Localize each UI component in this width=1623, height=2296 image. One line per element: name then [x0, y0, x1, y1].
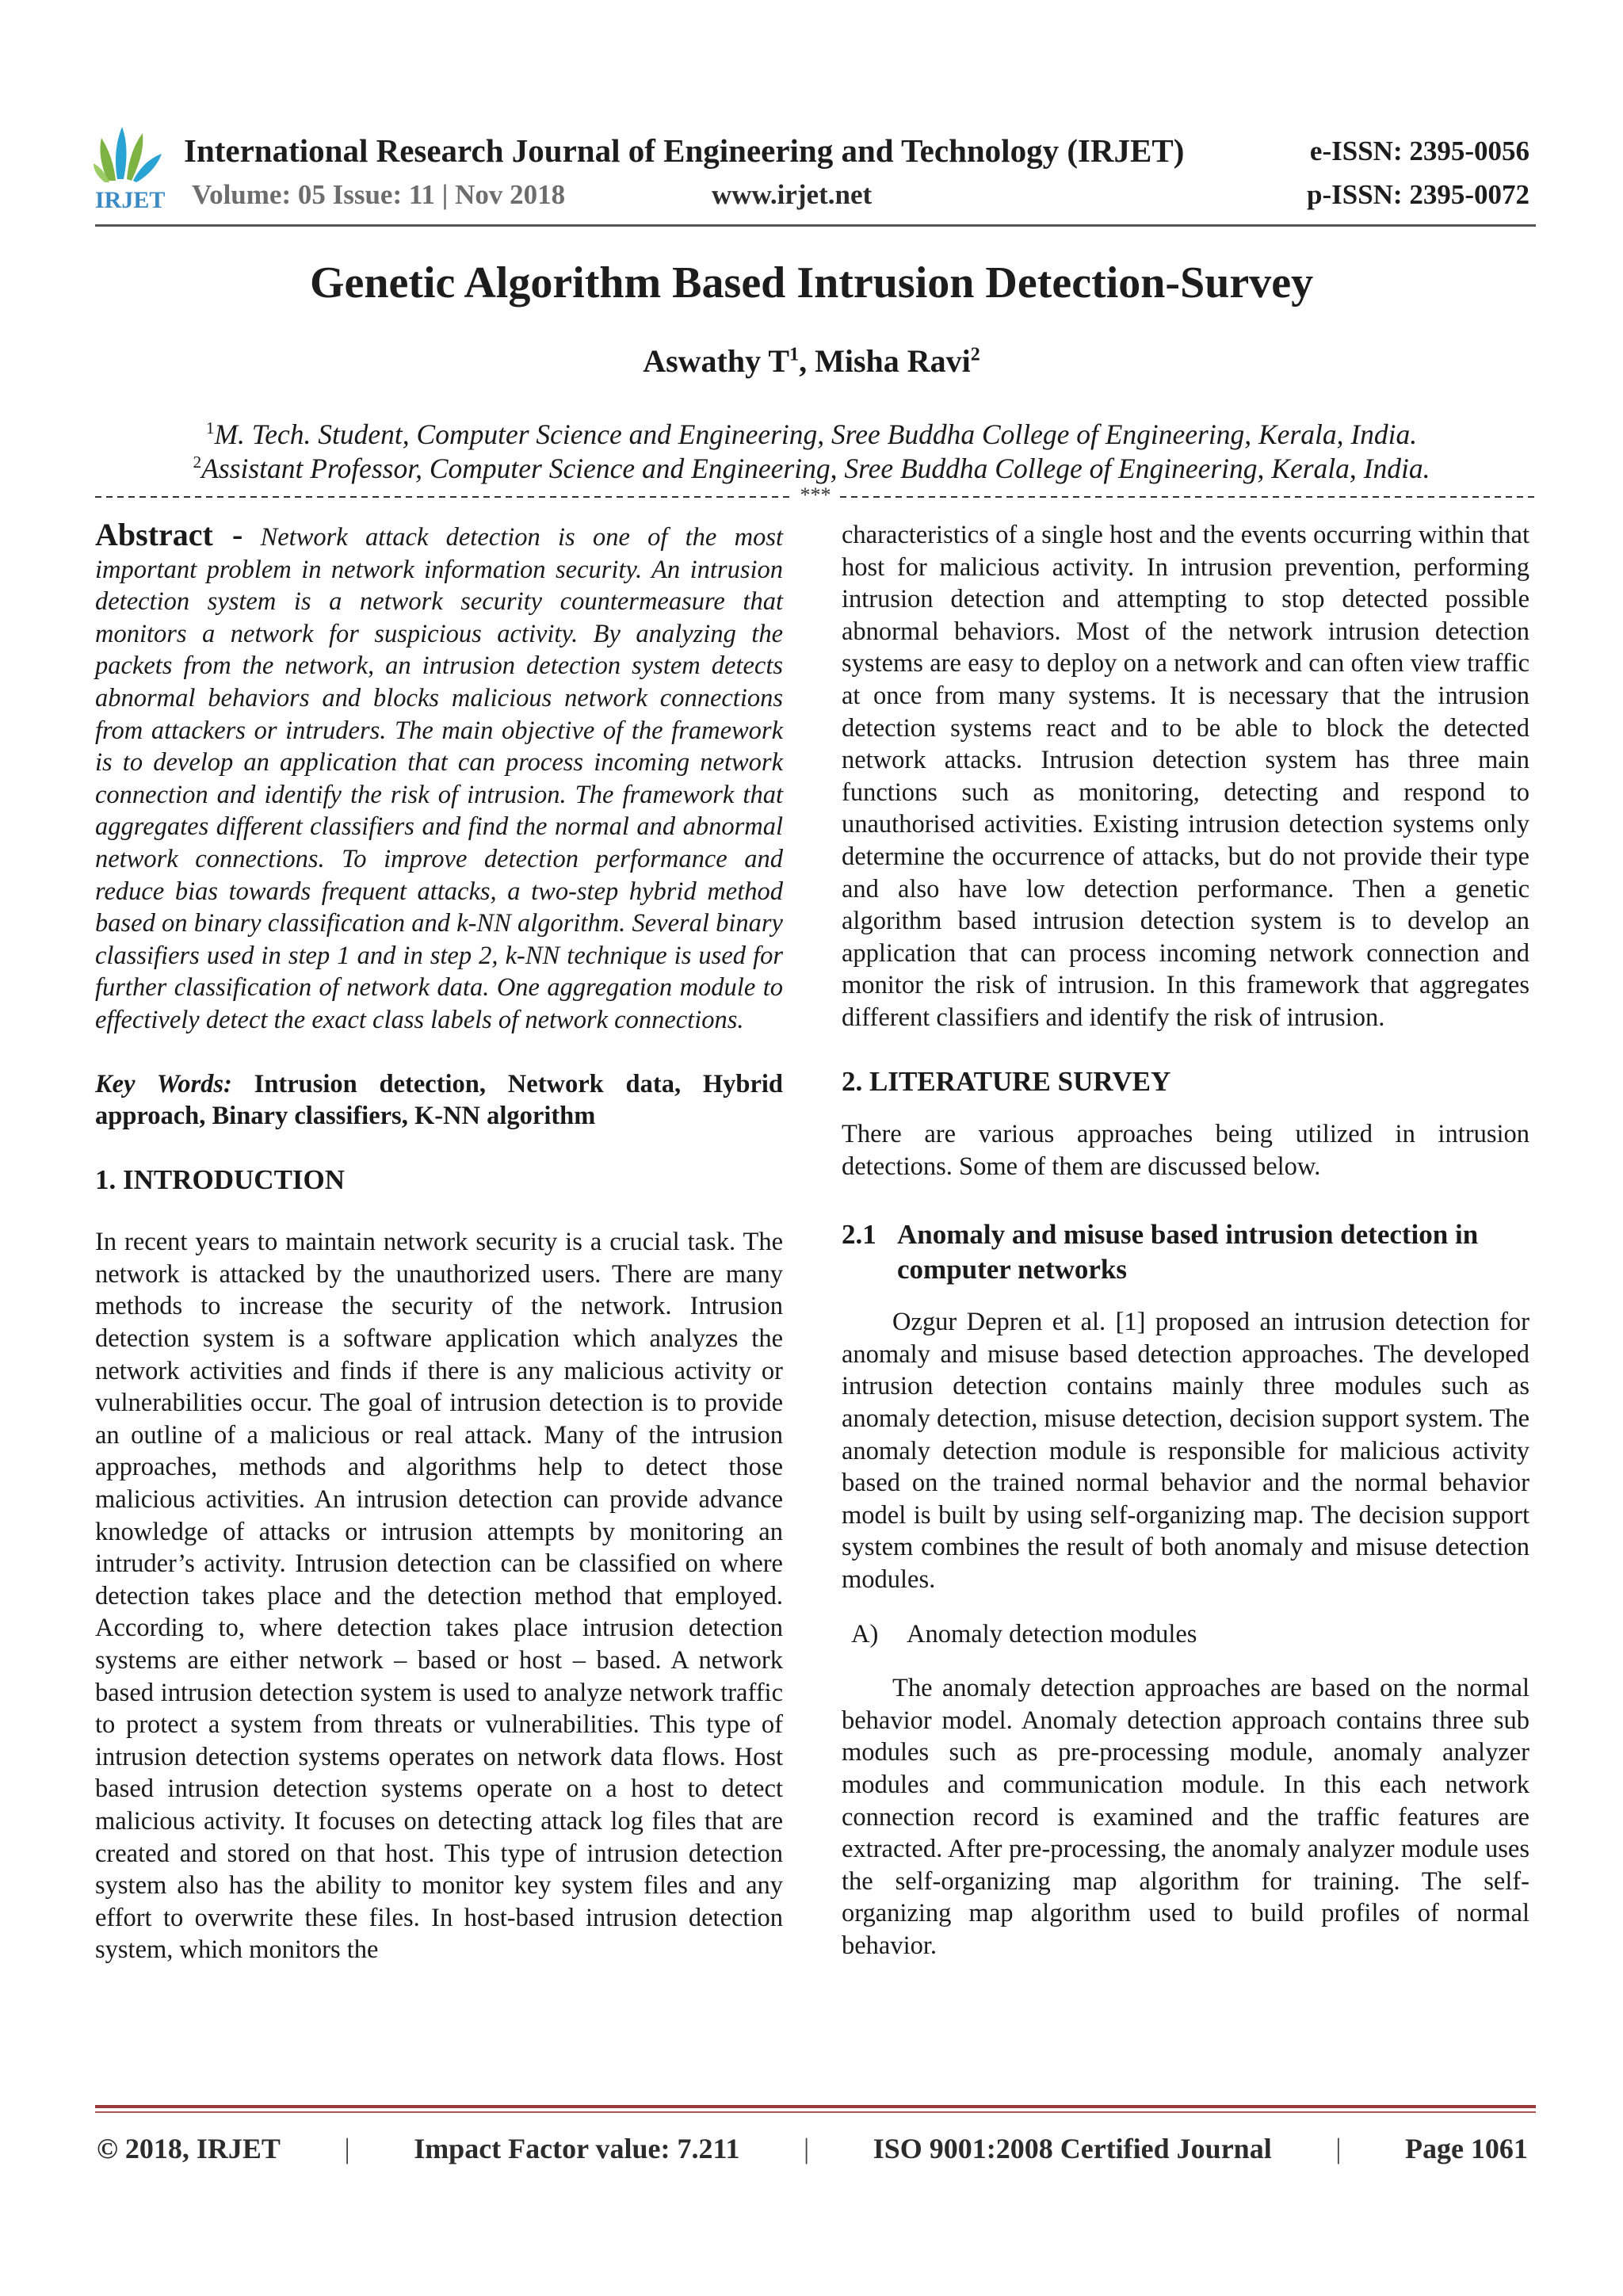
keywords-text: Intrusion detection, Network data, Hybrid approach, Binary classifiers, K-NN algorithm [95, 1069, 784, 1131]
subsection-2-1-heading [842, 1217, 1529, 1287]
subsection-number: 2.1 [842, 1219, 876, 1251]
journal-title: International Research Journal of Engineering and Technology (IRJET) [184, 132, 1185, 169]
irjet-logo [94, 119, 181, 212]
page-footer [97, 2132, 1528, 2165]
author-2: Misha Ravi [815, 343, 971, 379]
footer-separator: | [344, 2133, 350, 2164]
footer-separator: | [803, 2133, 810, 2164]
svg-text:***: *** [800, 483, 831, 506]
keywords-label: Key Words: [95, 1069, 232, 1098]
author-2-sup: 2 [970, 344, 980, 365]
intro-continuation: characteristics of a single host and the events occurring within that host for malicious activity. In intrusion prevention, performing intrusion detection and attempting to stop detected possible abnormal behaviors. Most of the network intrusion detection systems are easy to deploy on a network and can often view traffic at once from many systems. It is necessary that the intrusion detection systems react and to be able to block the detected network attacks. Intrusion detection system has three main functions such as monitoring, detecting and respond to unauthorised activities. Existing intrusion detection systems only determine the occurrence of attacks, but do not provide their type and also have low detection performance. Then a genetic algorithm based intrusion detection system is to develop an application that can process incoming network connection and monitor the risk of intrusion. In this framework that aggregates different classifiers and identify the risk of intrusion. [842, 521, 1529, 1032]
intro-heading: 1. INTRODUCTION [95, 1163, 346, 1195]
item-a-text: The anomaly detection approaches are based on the normal behavior model. Anomaly detection approach contains three sub modules such as pre-processing module, anomaly analyzer modules and communication module. In this each network connection record is examined and the traffic features are extracted. After pre-processing, the anomaly analyzer module uses the self-organizing map algorithm for training. The self-organizing map algorithm used to build profiles of normal behavior. [842, 1674, 1529, 1960]
volume-issue: Volume: 05 Issue: 11 | Nov 2018 [192, 179, 566, 210]
affiliation-2 [0, 452, 1623, 485]
footer-separator: | [1335, 2133, 1342, 2164]
footer-copyright: © 2018, IRJET [97, 2133, 281, 2164]
author-1: Aswathy T [643, 343, 790, 379]
abstract-text: Network attack detection is one of the most important problem in network information security. An intrusion detection system is a network security countermeasure that monitors a network for suspicious activity. By analyzing the packets from the network, an intrusion detection system detects abnormal behaviors and blocks malicious network connections from attackers or intruders. The main objective of the framework is to develop an application that can process incoming network connection and identify the risk of intrusion. The framework that aggregates different classifiers and find the normal and abnormal network connections. To improve detection performance and reduce bias towards frequent attacks, a two-step hybrid method based on binary classification and k-NN algorithm. Several binary classifiers used in step 1 and in step 2, k-NN technique is used for further classification of network data. One aggregation module to effectively detect the exact class labels of network connections. [95, 523, 784, 1034]
item-a-heading [842, 1618, 1529, 1651]
footer-rule [95, 2105, 1536, 2108]
footer-impact-factor: Impact Factor value: 7.211 [414, 2133, 740, 2164]
affiliation-1-text: M. Tech. Student, Computer Science and Engineering, Sree Buddha College of Engineering, Kerala, India. [214, 418, 1418, 450]
literature-heading: 2. LITERATURE SURVEY [842, 1065, 1171, 1097]
affiliation-2-sup: 2 [193, 453, 202, 472]
author-separator: , [799, 343, 815, 379]
journal-website[interactable]: www.irjet.net [712, 179, 873, 210]
footer-rule-thin [95, 2111, 1536, 2113]
e-issn: e-ISSN: 2395-0056 [1309, 136, 1529, 166]
irjet-logo-icon [94, 119, 181, 212]
header-rule [95, 224, 1536, 227]
left-column [95, 519, 783, 1966]
subsection-2-1-text: Ozgur Depren et al. [1] proposed an intrusion detection for anomaly and misuse based detection approaches. The developed intrusion detection contains mainly three modules such as anomaly detection, misuse detection, decision support system. The anomaly detection module is responsible for malicious activity based on the trained normal behavior and the normal behavior model is built by using self-organizing map. The decision support system combines the result of both anomaly and misuse detection modules. [842, 1308, 1529, 1595]
section-divider [95, 483, 1536, 506]
literature-intro: There are various approaches being utilized in intrusion detections. Some of them are discussed below. [842, 1120, 1529, 1181]
abstract-label: Abstract - [95, 517, 243, 552]
paper-title: Genetic Algorithm Based Intrusion Detection-Survey [309, 258, 1314, 308]
affiliation-1 [0, 418, 1623, 451]
keywords [95, 1068, 783, 1133]
subsection-title: Anomaly and misuse based intrusion detection in computer networks [897, 1219, 1479, 1286]
intro-text: In recent years to maintain network security is a crucial task. The network is attacked by the unauthorized users. There are many methods to increase the security of the network. Intrusion detection system is a software application which analyzes the network activities and finds if there is any malicious activity or vulnerabilities occur. The goal of intrusion detection is to provide an outline of a malicious or real attack. Many of the intrusion approaches, methods and algorithms help to detect those malicious activities. An intrusion detection can provide advance knowledge of attacks or intrusion attempts by monitoring an intruder’s activity. Intrusion detection can be classified on where detection takes place and the detection method that employed. According to, where detection takes place intrusion detection systems are either network – based or host – based. A network based intrusion detection system is used to analyze network traffic to protect a system from threats or vulnerabilities. This type of intrusion detection systems operates on network data flows. Host based intrusion detection systems operate on a host to detect malicious activity. It focuses on detecting attack log files that are created and stored on that host. This type of intrusion detection system also has the ability to monitor key system files and any effort to overwrite these files. In host-based intrusion detection system, which monitors the [95, 1228, 783, 1965]
abstract [95, 519, 783, 1037]
p-issn: p-ISSN: 2395-0072 [1306, 179, 1529, 210]
item-number: A) [851, 1619, 879, 1648]
item-title: Anomaly detection modules [907, 1619, 1197, 1648]
footer-page-number: Page 1061 [1404, 2133, 1528, 2164]
affiliation-1-sup: 1 [205, 418, 215, 438]
right-column [842, 519, 1529, 1962]
affiliation-2-text: Assistant Professor, Computer Science and Engineering, Sree Buddha College of Engineering, Kerala, India. [201, 453, 1430, 484]
author-1-sup: 1 [789, 344, 800, 365]
footer-iso: ISO 9001:2008 Certified Journal [873, 2133, 1272, 2164]
divider-line [95, 483, 1536, 506]
author-list [0, 342, 1623, 380]
svg-text:IRJET: IRJET [95, 187, 166, 213]
